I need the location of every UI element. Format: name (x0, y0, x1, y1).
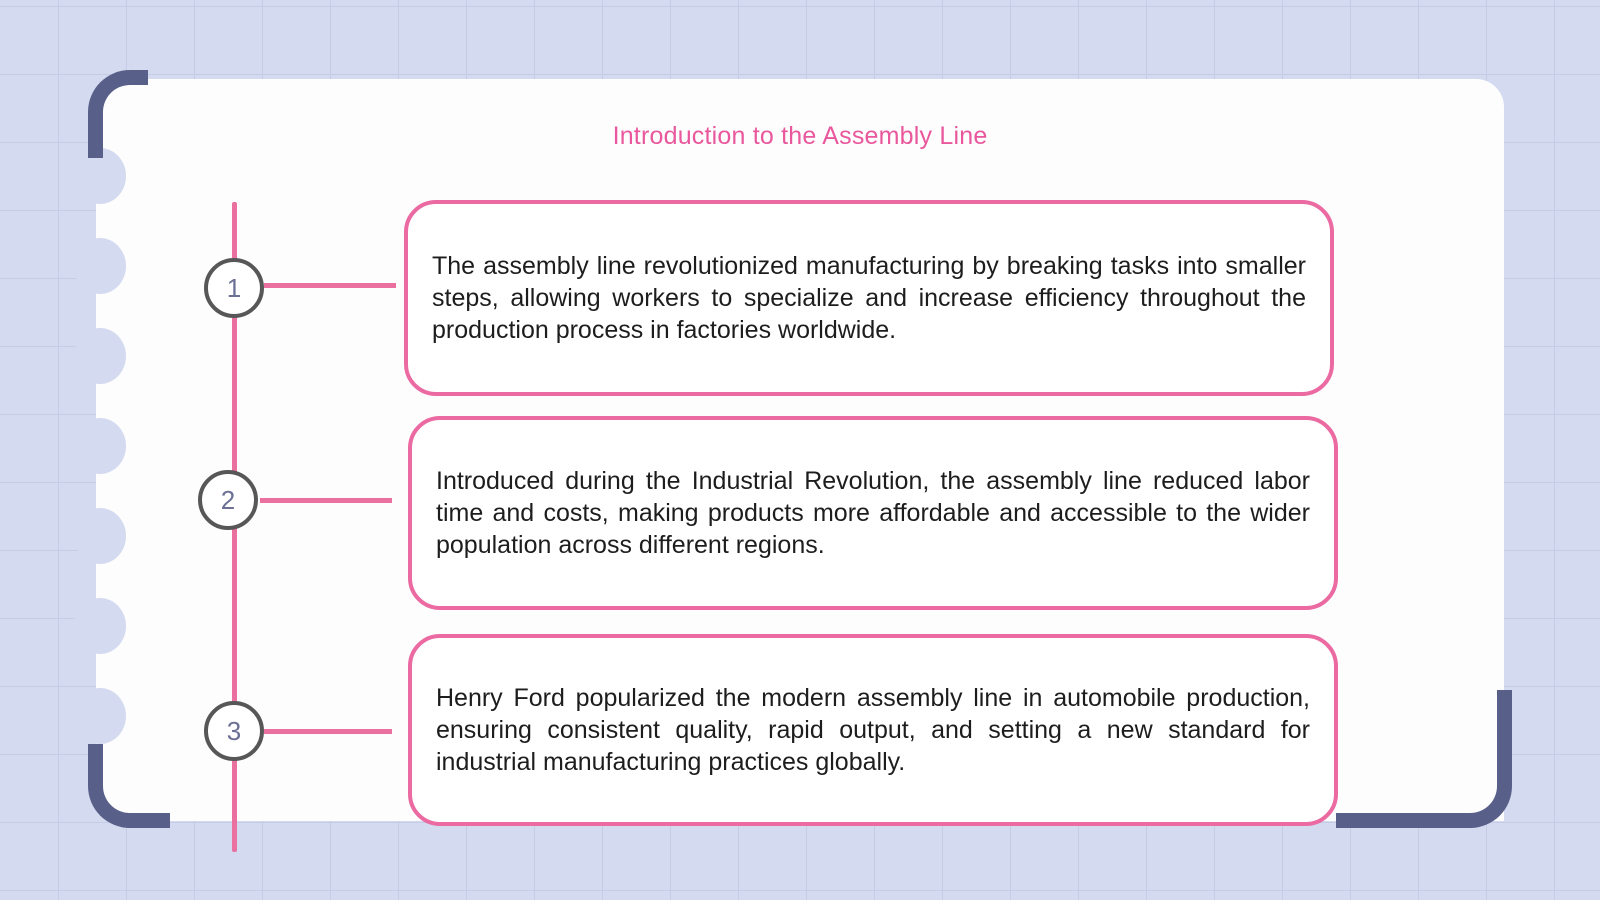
step-number-3: 3 (204, 701, 264, 761)
step-card-3 (408, 634, 1338, 826)
connector-line-1 (264, 283, 396, 288)
frame-corner-top-left (88, 70, 148, 158)
connector-line-2 (260, 498, 392, 503)
card-notch (74, 508, 126, 564)
card-notch (74, 238, 126, 294)
step-number-2: 2 (198, 470, 258, 530)
frame-corner-bottom-left (88, 744, 170, 828)
slide-title: Introduction to the Assembly Line (612, 122, 988, 150)
step-card-1 (404, 200, 1334, 396)
connector-line-3 (264, 729, 392, 734)
card-notch (74, 328, 126, 384)
step-text-3: Henry Ford popularized the modern assembly line in automobile production, ensuring consistent quality, rapid output, and setting a new standard for industrial manufacturing practices globally. (436, 684, 1310, 776)
frame-corner-bottom-right (1336, 690, 1512, 828)
step-text-2: Introduced during the Industrial Revolution, the assembly line reduced labor time and costs, making products more affordable and accessible to the wider population across different regions. (436, 467, 1310, 559)
step-text-1: The assembly line revolutionized manufacturing by breaking tasks into smaller steps, allowing workers to specialize and increase efficiency throughout the production process in factories worldwide. (432, 252, 1306, 344)
card-notch (74, 688, 126, 744)
card-notch (74, 418, 126, 474)
step-number-1: 1 (204, 258, 264, 318)
card-notch (74, 598, 126, 654)
step-card-2 (408, 416, 1338, 610)
